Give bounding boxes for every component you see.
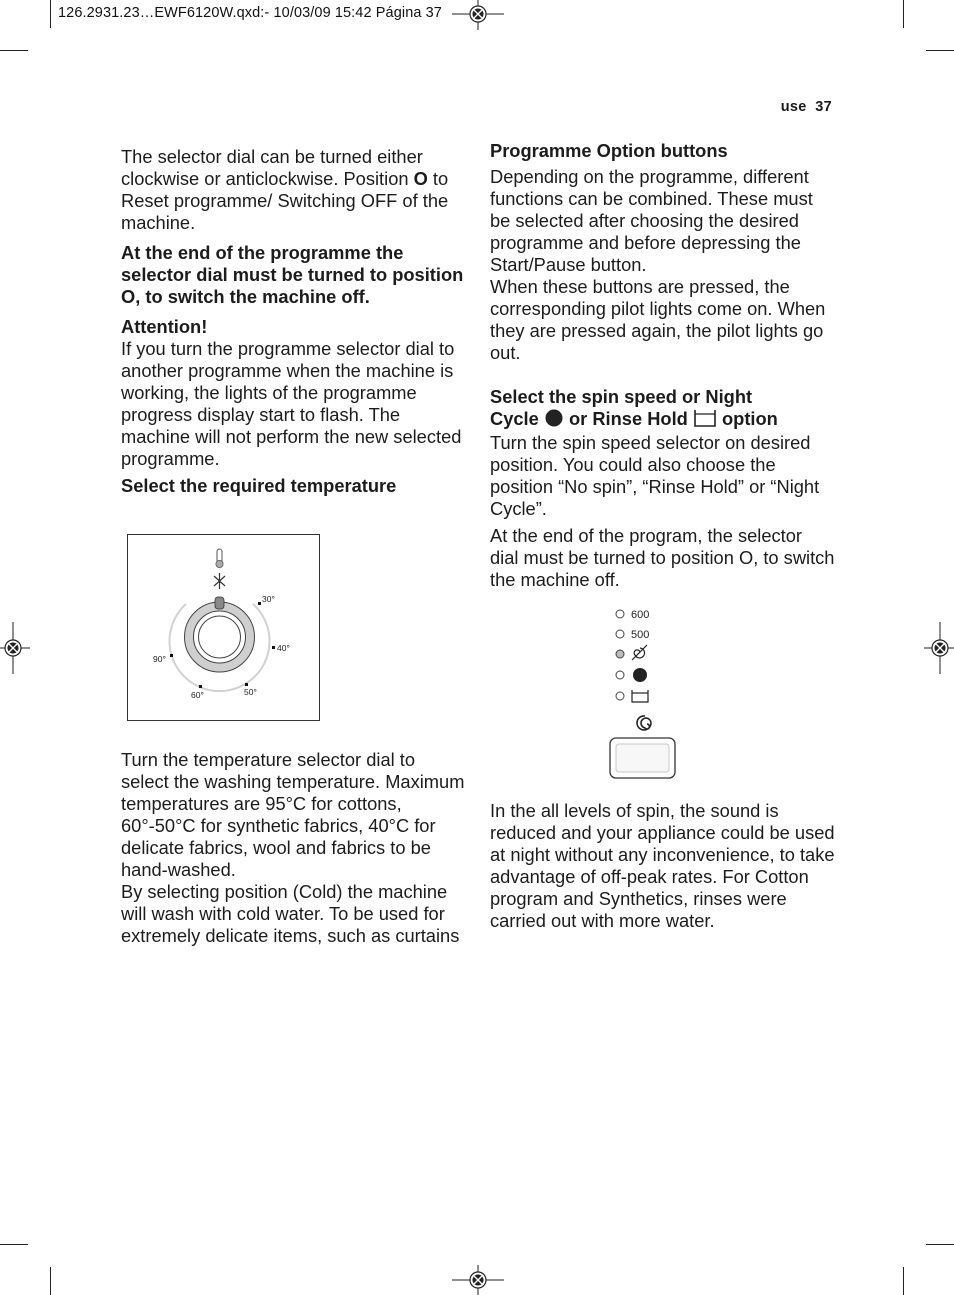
dial-label-90: 90° (153, 654, 166, 664)
attention-text: If you turn the programme selector dial to another programme when the machine is working, the lights of the programme progress display start to flash. The machine will not perform the new selected programme. (121, 338, 462, 469)
temperature-dial-illustration (127, 534, 320, 721)
no-spin-icon (632, 645, 647, 660)
section-label: use (780, 99, 807, 115)
temperature-text-2: By selecting position (Cold) the machine will wash with cold water. To be used for extremely delicate items, such as curtains (121, 881, 460, 946)
registration-mark-bottom (452, 1265, 504, 1295)
registration-mark-right (924, 622, 954, 674)
spin-heading: Select the spin speed or Night Cycle or Rinse Hold option (490, 386, 778, 429)
light-no-spin (616, 650, 624, 658)
page-number (781, 99, 832, 115)
end-of-programme-warning: At the end of the programme the selector dial must be turned to position O, to switch the machine off. (121, 242, 464, 307)
spin-speed-panel (605, 603, 695, 788)
dial-knob-inner (199, 616, 241, 658)
rinse-hold-panel-icon (632, 690, 648, 702)
dial-label-30: 30° (262, 594, 275, 604)
attention-title: Attention! (121, 316, 208, 337)
options-text-1: Depending on the programme, different functions can be combined. These must be selected after choosing the desired programme and before depressing the Start/Pause button. (490, 166, 813, 275)
light-rinse-hold (616, 692, 624, 700)
options-text-2: When these buttons are pressed, the corresponding pilot lights come on. When they are pressed again, the pilot lights go out. (490, 276, 826, 363)
attention-block (121, 316, 466, 470)
right-column (490, 140, 835, 596)
temperature-heading: Select the required temperature (121, 475, 397, 496)
spin-option-600: 600 (631, 609, 650, 621)
light-600 (616, 610, 624, 618)
dial-label-60: 60° (191, 690, 204, 700)
thermometer-icon (216, 549, 223, 568)
night-cycle-panel-icon (633, 668, 647, 682)
dial-label-40: 40° (277, 643, 290, 653)
selector-dial-paragraph: The selector dial can be turned either clockwise or anticlockwise. Position O to Reset programme/ Switching OFF of the machine. (121, 146, 449, 233)
temperature-dial-svg (128, 535, 319, 720)
right-column-lower (490, 800, 835, 932)
print-header: 126.2931.23…EWF6120W.qxd:- 10/03/09 15:42 Página 37 (58, 5, 442, 21)
night-text: In the all levels of spin, the sound is reduced and your appliance could be used at night without any inconvenience, to take advantage of off-peak rates. For Cotton program and Synthetics, rinses were carried out with more water. (490, 800, 835, 931)
night-cycle-icon (544, 408, 564, 428)
registration-mark-top (452, 0, 504, 30)
spin-option-500: 500 (631, 629, 650, 641)
cold-snowflake-icon (214, 573, 225, 589)
dial-label-50: 50° (244, 687, 257, 697)
spin-panel-svg (605, 603, 695, 788)
rinse-hold-icon (693, 408, 717, 428)
light-500 (616, 630, 624, 638)
left-column-lower (121, 749, 466, 947)
light-night-cycle (616, 671, 624, 679)
spin-text-1: Turn the spin speed selector on desired position. You could also choose the position “No spin”, “Rinse Hold” or “Night Cycle”. (490, 432, 820, 519)
dial-pointer (215, 597, 224, 609)
temperature-text-1: Turn the temperature selector dial to select the washing temperature. Maximum temperatures are 95°C for cottons, 60°-50°C for synthetic fabrics, 40°C for delicate fabrics, wool and fabrics to be hand-washed. (121, 749, 465, 880)
page-number-value: 37 (815, 99, 832, 115)
registration-mark-left (0, 622, 30, 674)
spin-text-2: At the end of the program, the selector dial must be turned to position O, to switch the machine off. (490, 525, 835, 590)
options-heading: Programme Option buttons (490, 140, 728, 161)
spin-spiral-icon (637, 716, 651, 730)
left-column (121, 146, 466, 501)
